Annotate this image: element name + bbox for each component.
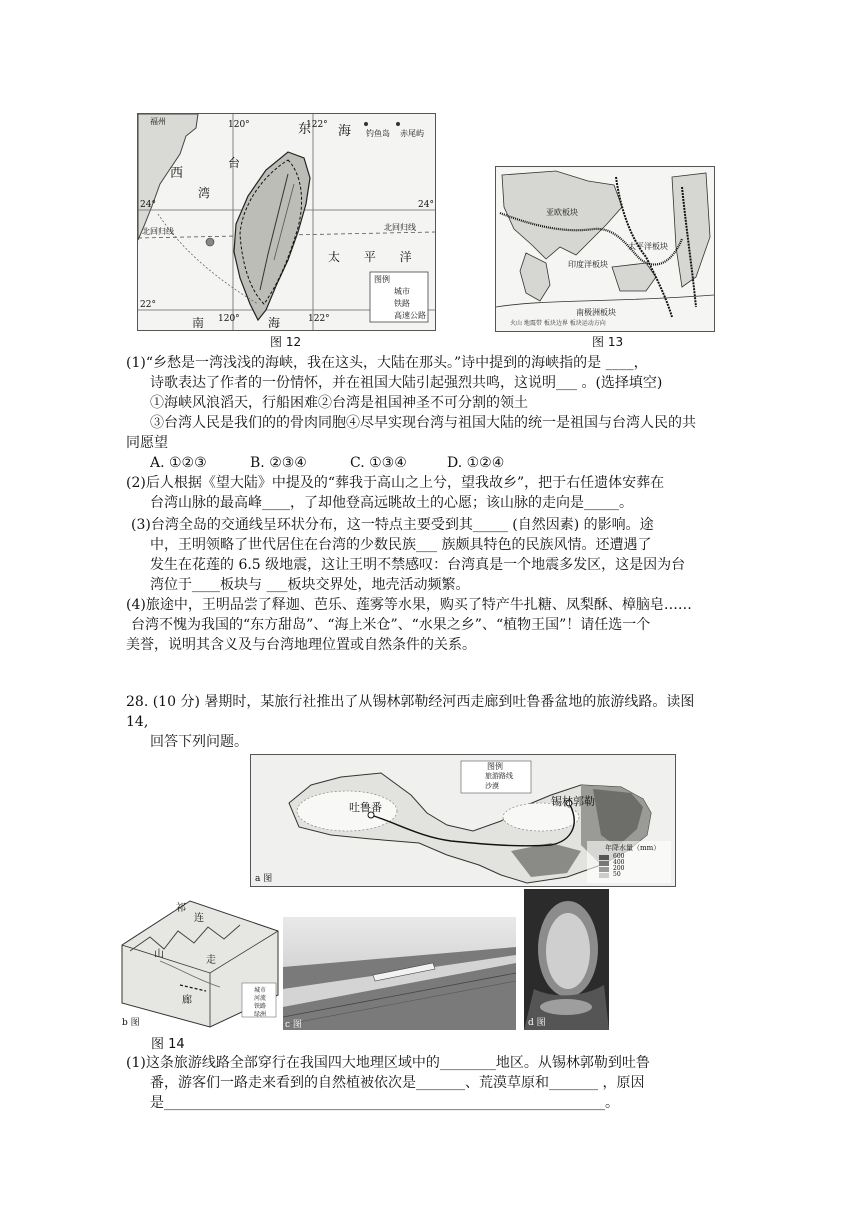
q27-p4-line1: (4)旅途中，王明品尝了释迦、芭乐、莲雾等水果，购买了特产牛扎糖、凤梨酥、樟脑皂…… xyxy=(126,597,692,613)
label-chiwei: 赤尾屿 xyxy=(400,129,424,138)
label-lat-22: 22° xyxy=(140,300,156,310)
q27-p3-line4: 湾位于____板块与 ___板块交界处，地壳活动频繁。 xyxy=(150,577,470,593)
label-lon-122-bottom: 122° xyxy=(308,314,330,324)
label-dong: 东 xyxy=(298,122,312,137)
q27-option-d: D. ①②④ xyxy=(447,455,505,471)
label-eurasian-plate: 亚欧板块 xyxy=(546,208,578,217)
legend-city: 城市 xyxy=(394,287,410,296)
q28-intro-line2: 14, xyxy=(126,714,149,730)
label-lon-120-bottom: 120° xyxy=(218,314,240,324)
label-antarctic-plate: 南极洲板块 xyxy=(576,308,616,317)
figure-14d-karez-photo xyxy=(524,889,609,1030)
q27-p1-line3: ①海峡风浪滔天，行船困难②台湾是祖国神圣不可分割的领土 xyxy=(150,395,528,411)
label-lat-24-left: 24° xyxy=(140,200,156,210)
label-turpan: 吐鲁番 xyxy=(349,801,382,814)
label-tropic-left: 北回归线 xyxy=(142,227,174,236)
block-label-shan: 山 xyxy=(154,949,164,960)
figure-14-caption: 图 14 xyxy=(151,1037,185,1052)
chiwei-island-mark xyxy=(396,122,400,126)
q27-p1-line1: (1)“乡愁是一湾浅浅的海峡，我在这头，大陆在那头。”诗中提到的海峡指的是 ____， xyxy=(126,355,648,371)
q28-p1-line1: (1)这条旅游线路全部穿行在我国四大地理区域中的________地区。从锡林郭勒到吐鲁 xyxy=(126,1055,650,1071)
karez-photo-svg xyxy=(524,889,609,1030)
figure-13-caption: 图 13 xyxy=(592,335,624,349)
block-legend-river: 河流 xyxy=(254,995,267,1002)
q27-p2-line2: 台湾山脉的最高峰____，了却他登高远眺故土的心愿；该山脉的走向是_____。 xyxy=(150,495,633,511)
route-map-svg xyxy=(251,755,675,886)
label-indian-plate: 印度洋板块 xyxy=(568,260,608,269)
label-tropic-right: 北回归线 xyxy=(384,223,416,232)
block-legend-oasis: 绿洲 xyxy=(254,1011,267,1018)
label-pacific-plate: 太平洋板块 xyxy=(628,242,668,251)
q28-p1-line2: 番，游客们一路走来看到的自然植被依次是_______、荒漠草原和_______ ，原因 xyxy=(150,1075,645,1091)
q27-p2-line1: (2)后人根据《望大陆》中提及的“葬我于高山之上兮，望我故乡”，把于右任遗体安葬在 xyxy=(126,475,665,491)
q27-p3-line1: (3)台湾全岛的交通线呈环状分布，这一特点主要受到其_____ (自然因素) 的影响。途 xyxy=(131,517,654,533)
q27-p1-line5: 同愿望 xyxy=(126,435,168,451)
label-fuzhou: 福州 xyxy=(150,117,166,126)
legend-title-fig12: 图例 xyxy=(374,275,390,284)
penghu-mark xyxy=(206,238,214,246)
block-legend-city: 城市 xyxy=(254,987,267,994)
fig14a-legend-desert: 沙漠 xyxy=(485,782,499,790)
block-label-lang: 廊 xyxy=(182,995,192,1006)
fig14a-rain-600: 600 xyxy=(613,853,625,860)
train-photo-svg xyxy=(283,917,516,1030)
q28-intro-line1: 28. (10 分) 暑期时，某旅行社推出了从锡林郭勒经河西走廊到吐鲁番盆地的旅游线路。读图 xyxy=(126,694,695,710)
block-label-zou: 走 xyxy=(206,955,216,966)
label-lon-120-top: 120° xyxy=(228,120,250,130)
q27-p3-line2: 中，王明领略了世代居住在台湾的少数民族___ 族颇具特色的民族风情。还遭遇了 xyxy=(150,537,652,553)
q27-option-c: C. ①③④ xyxy=(350,455,407,471)
legend-rail: 铁路 xyxy=(394,299,410,308)
label-wan: 湾 xyxy=(198,186,211,200)
label-xilin-gol: 锡林郭勒 xyxy=(551,795,595,808)
block-label-qi: 祁 xyxy=(176,903,186,914)
q28-intro-line3: 回答下列问题。 xyxy=(150,734,248,750)
q27-option-a: A. ①②③ xyxy=(150,455,207,471)
fig14b-tag: b 图 xyxy=(122,1018,140,1028)
label-tai: 台 xyxy=(228,156,241,170)
q27-p1-line2: 诗歌表达了作者的一份情怀，并在祖国大陆引起强烈共鸣，这说明___ 。(选择填空) xyxy=(150,375,663,391)
fig14a-legend-route: 旅游路线 xyxy=(485,772,513,780)
q27-p1-line4: ③台湾人民是我们的的骨肉同胞④尽早实现台湾与祖国大陆的统一是祖国与台湾人民的共 xyxy=(150,415,696,431)
label-lon-122-top: 122° xyxy=(306,120,328,130)
figure-14b-block-diagram xyxy=(120,891,280,1029)
q27-p3-line3: 发生在花莲的 6.5 级地震，这让王明不禁感叹：台湾真是一个地震多发区，这是因为台 xyxy=(150,557,686,573)
fig14d-tag: d 图 xyxy=(528,1018,546,1028)
figure-12-caption: 图 12 xyxy=(270,335,302,349)
label-diaoyu: 钓鱼岛 xyxy=(366,129,390,138)
fig14c-tag: c 图 xyxy=(285,1020,302,1030)
fig14a-legend-title: 图例 xyxy=(487,762,503,771)
block-legend-rail: 铁路 xyxy=(254,1003,267,1010)
fig14a-rain-400: 400 xyxy=(613,859,625,866)
label-hai-east: 海 xyxy=(338,124,352,139)
label-nan: 南 xyxy=(192,316,205,330)
label-pacific: 太 平 洋 xyxy=(328,250,422,264)
label-hai-south: 海 xyxy=(268,316,281,330)
q28-p1-line3: 是_______________________________________________________________。 xyxy=(150,1095,619,1111)
block-label-lian: 连 xyxy=(194,913,204,924)
fig14a-rainfall-title: 年降水量（mm） xyxy=(605,844,661,852)
label-xi: 西 xyxy=(170,166,184,181)
fig13-legend: 火山 地震带 板块边界 板块运动方向 xyxy=(510,320,606,327)
legend-road: 高速公路 xyxy=(394,311,426,320)
fig14a-rain-50: 50 xyxy=(613,871,621,878)
q27-option-b: B. ②③④ xyxy=(250,455,307,471)
figure-14c-train-photo xyxy=(283,917,516,1030)
figure-14a-route-map xyxy=(250,754,676,887)
fig14a-tag: a 图 xyxy=(255,874,273,884)
figure-13-plates-map xyxy=(495,166,715,332)
label-lat-24-right: 24° xyxy=(418,200,434,210)
q27-p4-line3: 美誉，说明其含义及与台湾地理位置或自然条件的关系。 xyxy=(126,637,476,653)
fig14a-rain-200: 200 xyxy=(613,865,625,872)
diaoyu-island-mark xyxy=(364,122,368,126)
q27-p4-line2: 台湾不愧为我国的“东方甜岛”、“海上米仓”、“水果之乡”、“植物王国”！请任选一个 xyxy=(131,617,651,633)
figure-12-taiwan-map xyxy=(137,113,436,331)
